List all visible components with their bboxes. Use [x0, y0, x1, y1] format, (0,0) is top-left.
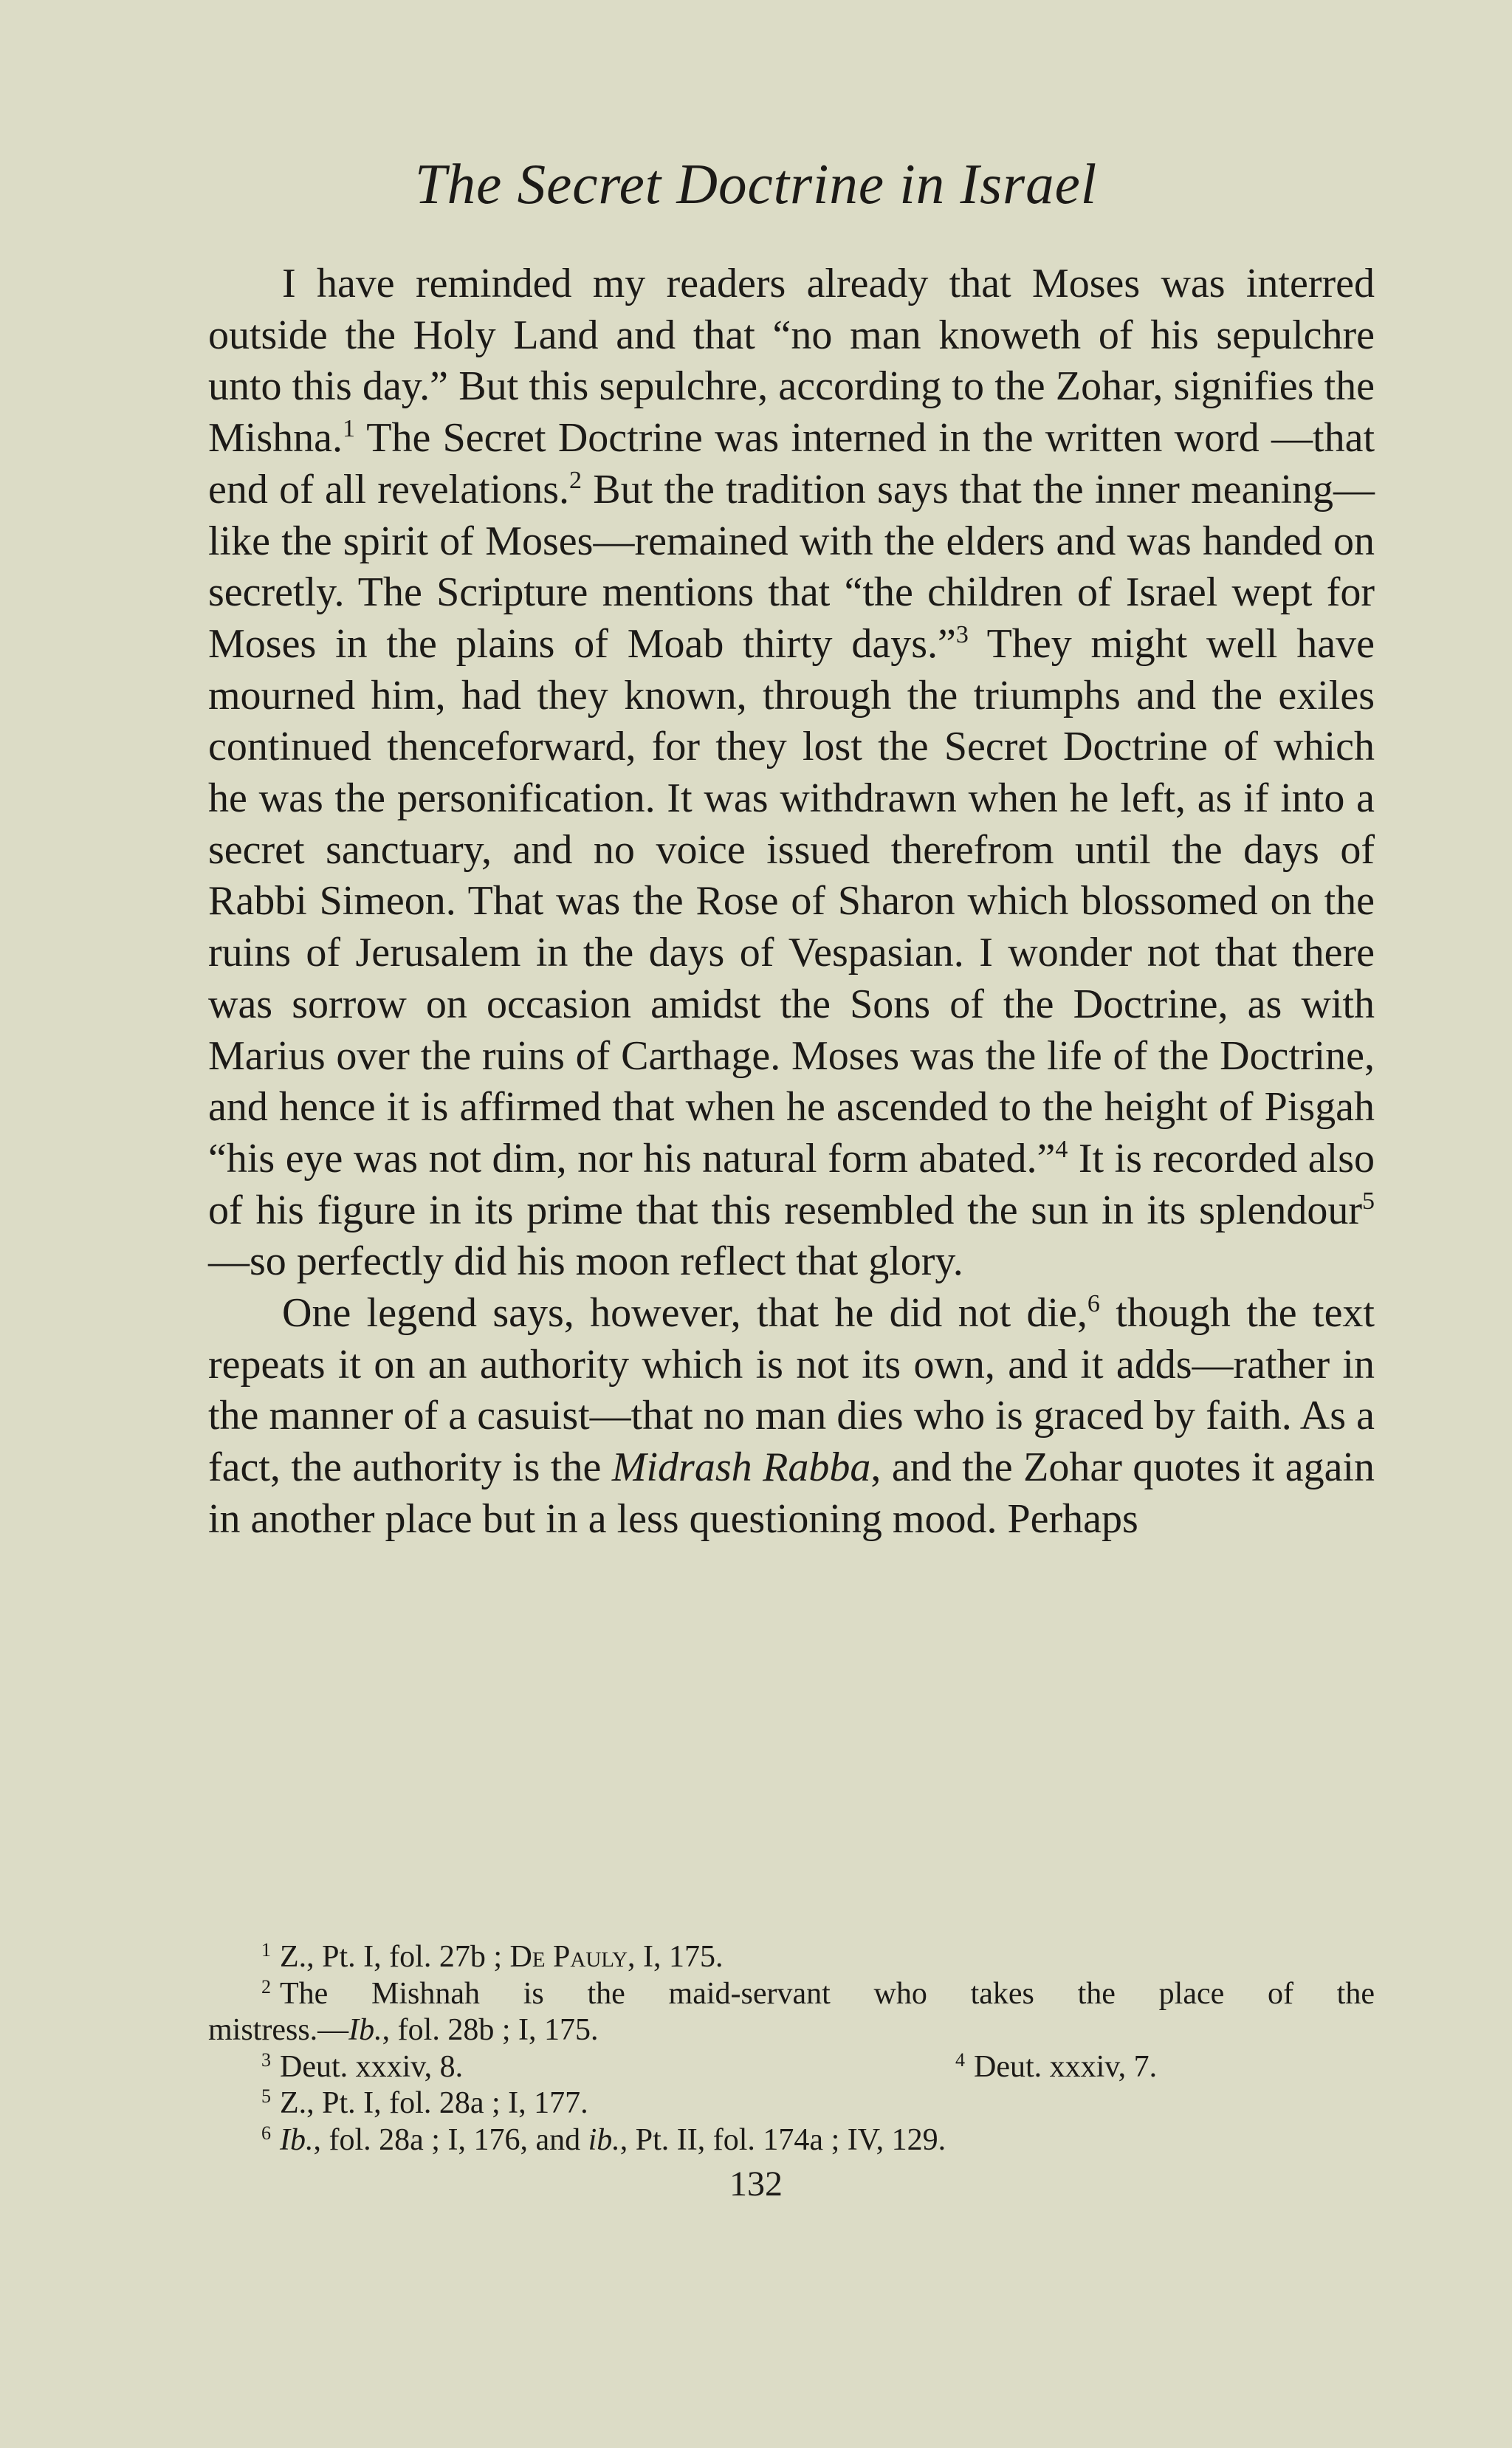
footnote-3 [208, 2049, 955, 2086]
text-run: I have reminded my readers already that Moses was interred outside the Holy Land and that “no man knoweth of his sepulchre unto this day.” But this sepulchre, according to the Zohar, signifies the Mishna. [208, 261, 1375, 462]
footnote-ibid: ib. [588, 2122, 620, 2157]
footnote-mark: 2 [261, 1975, 271, 1998]
footnote-text: Z., Pt. I, fol. 28a ; I, 177. [280, 2086, 588, 2120]
footnote-text: Deut. xxxiv, 8. [280, 2049, 464, 2084]
footnote-ref-6: 6 [1087, 1290, 1100, 1318]
footnote-text: Deut. xxxiv, 7. [974, 2049, 1158, 2084]
footnote-mark: 4 [955, 2048, 965, 2071]
text-run: But the tradition says that the inner meaning—like the spirit of Moses—remained with the elders and was handed on secretly. The Scripture mentions that “the children of Israel wept for Moses in the plains of Moab thirty days.” [208, 466, 1375, 667]
footnote-text: , Pt. II, fol. 174a ; IV, 129. [619, 2122, 946, 2157]
footnote-text: , I, 175. [628, 1940, 724, 1974]
text-run: —so perfectly did his moon reflect that glory. [208, 1238, 963, 1285]
footnote-2-line-1 [208, 1976, 1375, 2013]
footnote-5 [208, 2085, 1375, 2122]
footnote-6 [208, 2122, 1375, 2159]
footnote-row-3-4 [208, 2049, 1375, 2086]
footnote-text: , fol. 28a ; I, 176, and [313, 2122, 588, 2157]
footnote-4 [955, 2049, 1157, 2086]
footnote-ref-1: 1 [343, 415, 355, 443]
footnote-1 [208, 1939, 1375, 1976]
italic-title: Midrash Rabba [611, 1444, 871, 1491]
footnote-ref-3: 3 [955, 620, 969, 648]
footnote-ibid: Ib. [348, 2013, 382, 2047]
text-run: , and the Zohar quotes it again in another place but in a less questioning mood. Perhaps [208, 1444, 1375, 1542]
footnote-ref-4: 4 [1055, 1135, 1068, 1163]
paragraph-2 [208, 1288, 1375, 1546]
paragraph-1 [208, 258, 1375, 1288]
text-run: It is recorded also of his figure in its prime that this resembled the sun in its splendour [208, 1135, 1375, 1233]
footnote-text: , fol. 28b ; I, 175. [382, 2013, 599, 2047]
footnote-text: The Mishnah is the maid-servant who takes the place of the [280, 1976, 1375, 2011]
footnote-text: mistress.— [208, 2013, 349, 2047]
main-text [208, 258, 1375, 1546]
text-run: The Secret Doctrine was interned in the written word —that end of all revelations. [208, 415, 1375, 512]
footnotes [208, 1939, 1375, 2159]
text-run: They might well have mourned him, had they known, through the triumphs and the exiles continued thenceforward, for they lost the Secret Doctrine of which he was the personification. It was withdrawn when he left, as if into a secret sanctuary, and no voice issued therefrom until the days of Rabbi Simeon. That was the Rose of Sharon which blossomed on the ruins of Jerusalem in the days of Vespasian. I wonder not that there was sorrow on occasion amidst the Sons of the Doctrine, as with Marius over the ruins of Carthage. Moses was the life of the Doctrine, and hence it is affirmed that when he ascended to the height of Pisgah “his eye was not dim, nor his natural form abated.” [208, 620, 1375, 1182]
footnote-mark: 6 [261, 2122, 271, 2144]
running-title: The Secret Doctrine in Israel [414, 152, 1098, 216]
footnote-text: Z., Pt. I, fol. 27b ; [280, 1940, 510, 1974]
footnote-ref-2: 2 [569, 466, 582, 494]
footnote-ref-5: 5 [1362, 1187, 1375, 1215]
page-number: 132 [729, 2164, 783, 2204]
footnote-mark: 3 [261, 2048, 271, 2071]
footnote-author: De Pauly [509, 1940, 628, 1974]
footnote-mark: 5 [261, 2085, 271, 2107]
text-run: One legend says, however, that he did not die, [282, 1290, 1087, 1337]
text-run: though the text repeats it on an authority which is not its own, and it adds—rather in the manner of a casuist—that no man dies who is graced by faith. As a fact, the authority is the [208, 1290, 1375, 1491]
footnote-ibid: Ib. [280, 2122, 314, 2157]
footnote-2-line-2 [208, 2012, 1375, 2049]
footnote-mark: 1 [261, 1939, 271, 1961]
